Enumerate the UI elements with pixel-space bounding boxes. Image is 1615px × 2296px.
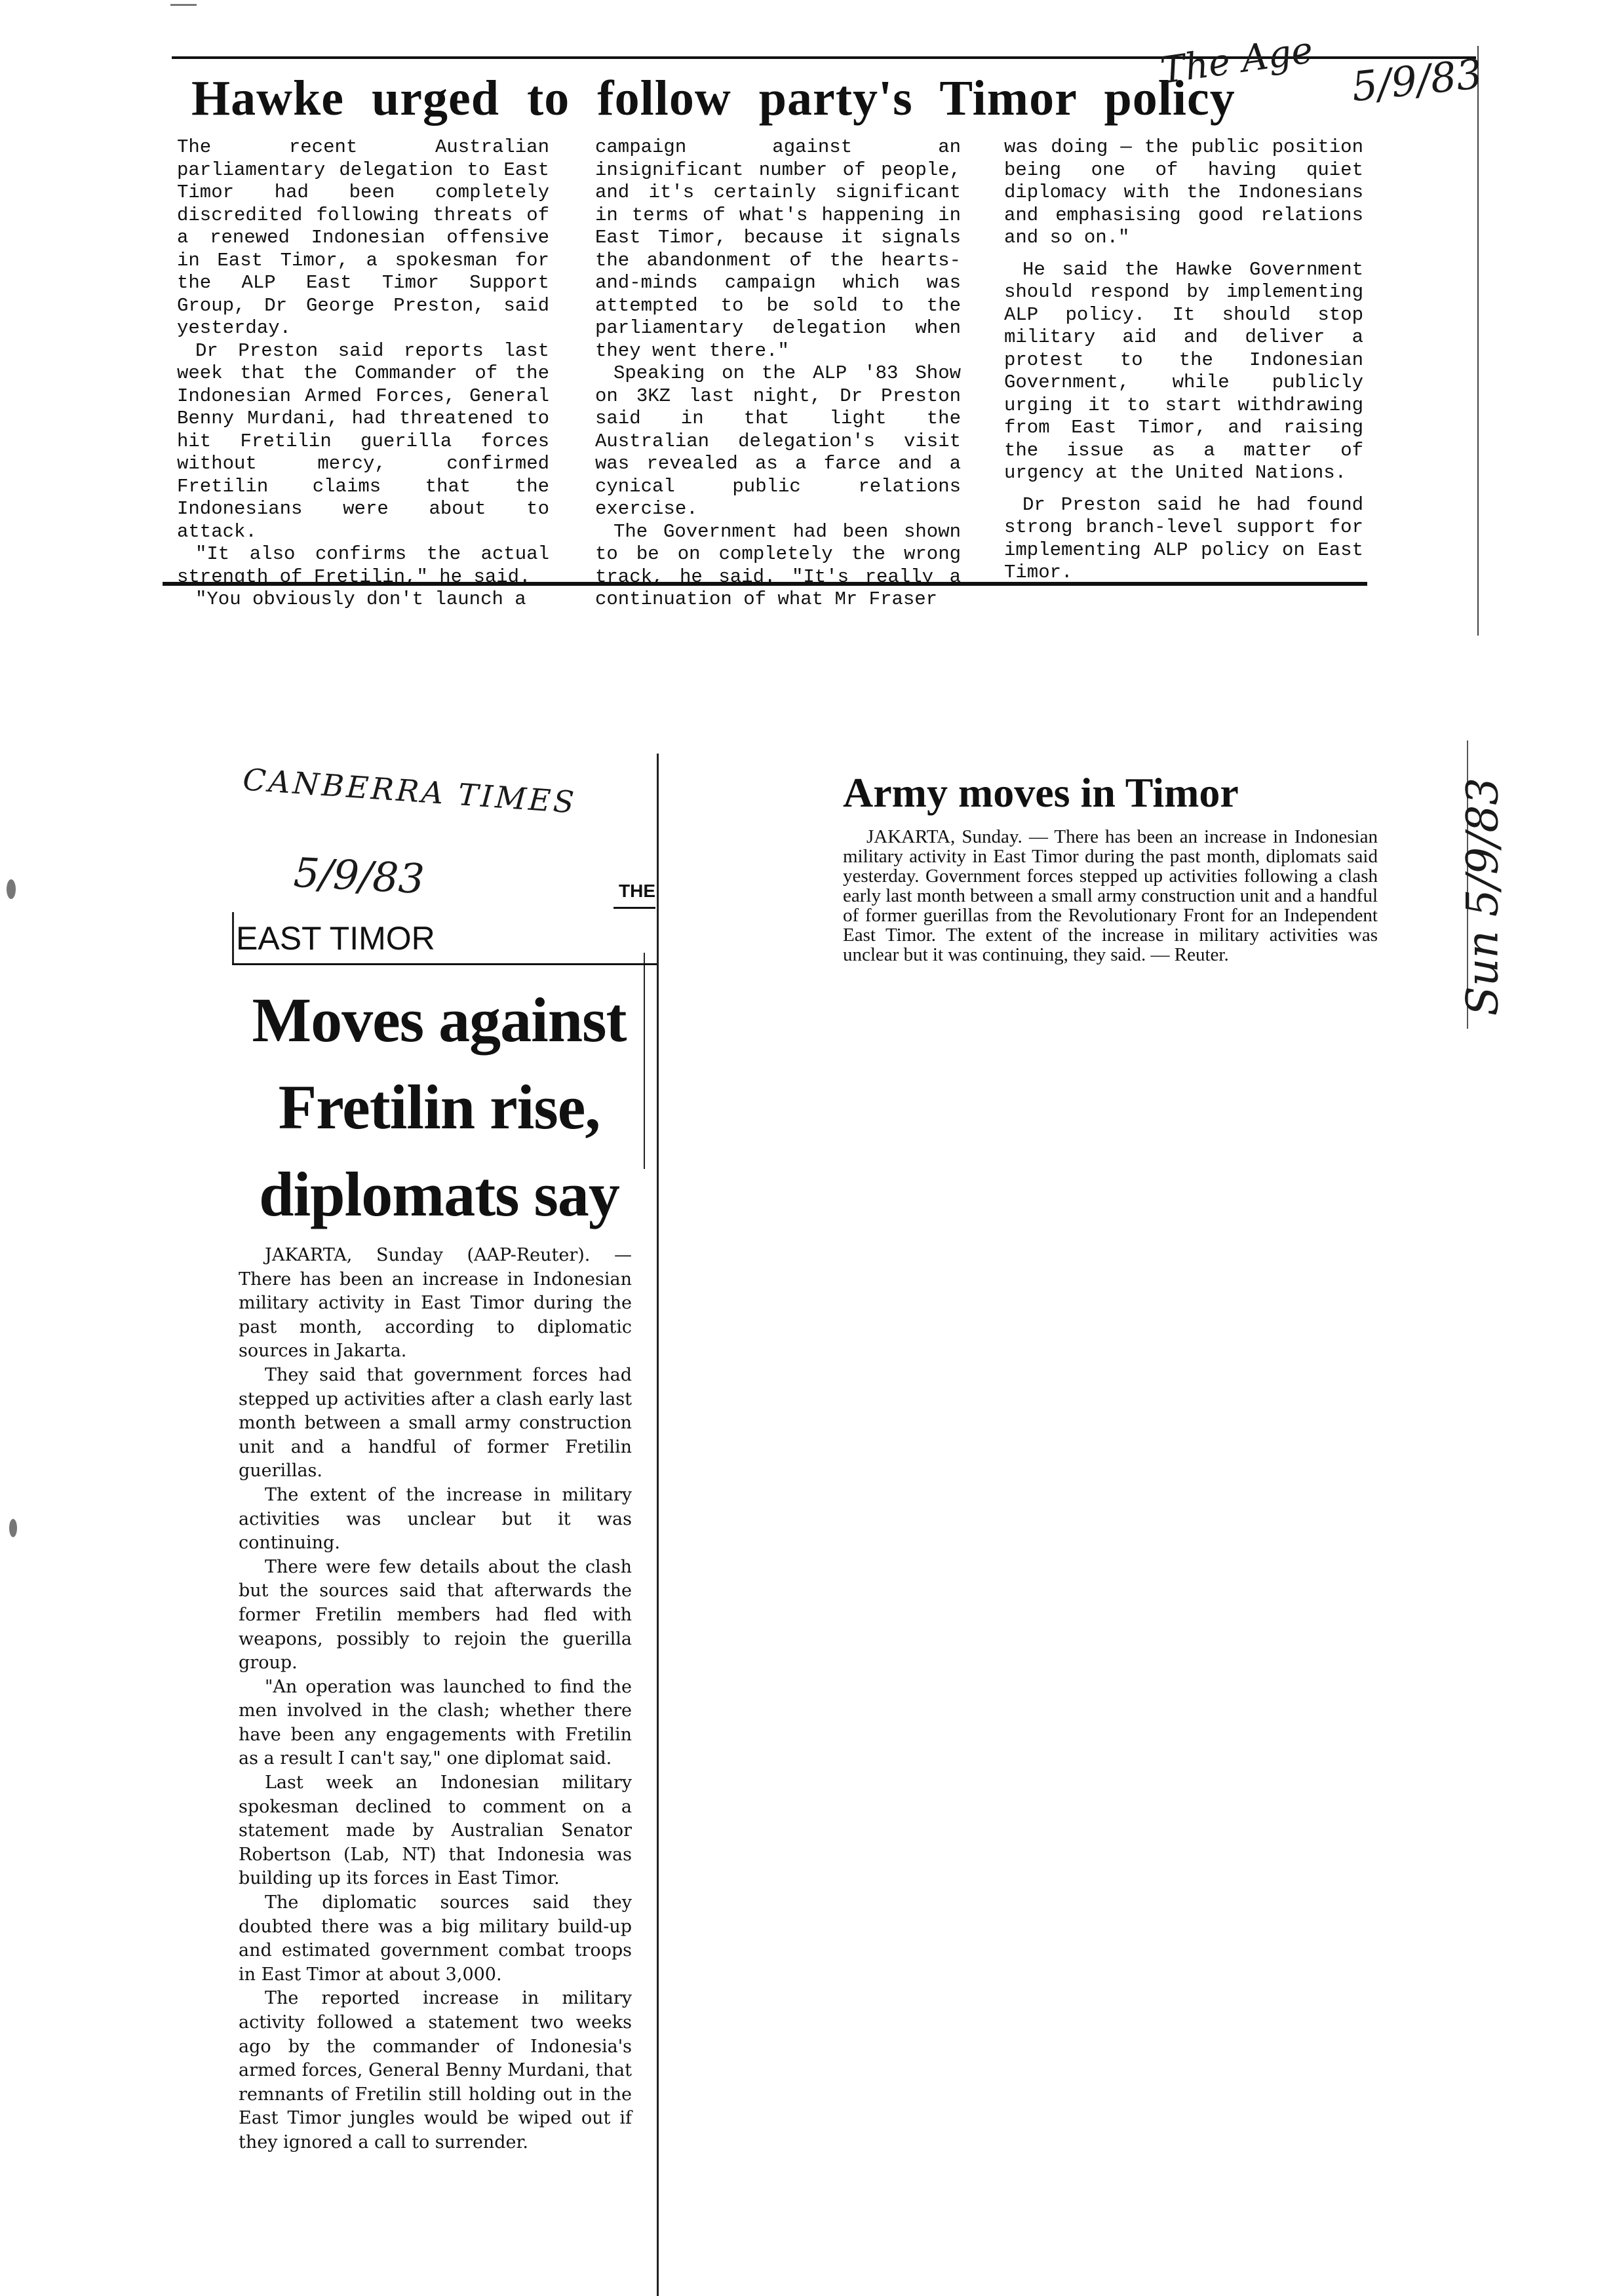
article-paragraph: JAKARTA, Sunday. — There has been an increase in Indonesian military activity in East Timor during the past month, diplomats said yesterday. Government forces stepped up activities following a clash early last month between a small army construction unit and a handful of former guerillas from the Revolutionary Front for an Independent East Timor. The extent of the increase in military activities was unclear but it was continuing, they said. — Reuter.	[843, 826, 1378, 965]
headline-line: Fretilin rise,	[278, 1072, 600, 1142]
article-paragraph: They said that government forces had stepped up activities after a clash early last month between a small army construction unit and a handful of former Fretilin guerillas.	[239, 1364, 632, 1482]
article-paragraph: JAKARTA, Sunday (AAP-Reuter). — There has been an increase in Indonesian military activity in East Timor during the past month, according to diplomatic sources in Jakarta.	[239, 1245, 632, 1362]
section-label: EAST TIMOR	[236, 920, 435, 957]
article-paragraph: Dr Preston said reports last week that the Commander of the Indonesian Armed Forces, General Benny Murdani, had threatened to hit Fretilin guerilla forces without mercy, confirmed Fretilin claims that the Indonesians were about to attack.	[177, 339, 549, 543]
article-paragraph: The reported increase in military activity followed a statement two weeks ago by the commander of Indonesia's armed forces, General Benny Murdani, that remnants of Fretilin still holding out in the East Timor jungles would be wiped out if they ignored a call to surrender.	[239, 1988, 632, 2152]
article-paragraph: Speaking on the ALP '83 Show on 3KZ last night, Dr Preston said in that light the Australian delegation's visit was revealed as a farce and a cynical public relations exercise.	[595, 362, 961, 520]
section-border	[232, 912, 234, 963]
hawke-headline: Hawke urged to follow party's Timor policy	[191, 71, 1236, 126]
article-paragraph: was doing — the public position being one of having quiet diplomacy with the Indonesians and emphasising good relations and so on."	[1004, 136, 1363, 248]
scan-speck	[170, 4, 197, 6]
article-paragraph: The Government had been shown to be on completely the wrong track, he said. "It's really a continuation of what Mr Fraser	[595, 520, 961, 610]
article-paragraph: campaign against an insignificant number of people, and it's certainly significant in terms of what's happening in East Timor, because it signals the abandonment of the hearts-and-minds campaign which was attempted to be sold to the parliamentary delegation when they went there."	[595, 136, 961, 362]
article-paragraph: The recent Australian parliamentary delegation to East Timor had been completely discredited following threats of a renewed Indonesian offensive in East Timor, a spokesman for the ALP East Timor Support Group, Dr George Preston, said yesterday.	[177, 136, 549, 339]
clipping-edge	[1477, 46, 1479, 636]
handwritten-source: CANBERRA TIMES	[241, 761, 578, 820]
hawke-column-2	[595, 136, 961, 610]
handwritten-date: 5/9/83	[1349, 49, 1485, 111]
article-paragraph: "It also confirms the actual strength of Fretilin," he said.	[177, 543, 549, 588]
scan-speck	[7, 879, 16, 899]
headline-border	[644, 953, 645, 1169]
army-headline: Army moves in Timor	[843, 769, 1239, 816]
section-rule	[232, 963, 657, 965]
column-border-right	[657, 754, 659, 2296]
handwritten-date: 5/9/83	[1457, 777, 1508, 917]
canberra-body	[239, 1244, 632, 2272]
headline-line: Moves against	[252, 985, 627, 1055]
article-paragraph: The diplomatic sources said they doubted there was a big military build-up and estimated government combat troops in East Timor at about 3,000.	[239, 1892, 632, 1985]
article-paragraph: "An operation was launched to find the men involved in the clash; whether there have been any engagements with Fretilin as a result I can't say," one diplomat said.	[239, 1676, 632, 1769]
headline-line: diplomats say	[259, 1159, 619, 1229]
article-paragraph: Dr Preston said he had found strong branch-level support for implementing ALP policy on East Timor.	[1004, 493, 1363, 583]
army-body	[843, 827, 1378, 1050]
hawke-column-1	[177, 136, 549, 610]
handwritten-source-text: Sun	[1457, 930, 1508, 1016]
article-paragraph: He said the Hawke Government should respond by implementing ALP policy. It should stop military aid and deliver a protest to the Indonesian Government, while publicly urging it to start withdrawing from East Timor, and raising the issue as a matter of urgency at the United Nations.	[1004, 258, 1363, 484]
article-paragraph: "You obviously don't launch a	[195, 588, 526, 610]
masthead-fragment: THE	[619, 881, 655, 901]
article-paragraph: The extent of the increase in military activities was unclear but it was continuing.	[239, 1484, 632, 1554]
canberra-headline	[243, 976, 636, 1238]
article-paragraph: Last week an Indonesian military spokesman declined to comment on a statement made by Australian Senator Robertson (Lab, NT) that Indonesia was building up its forces in East Timor.	[239, 1772, 632, 1889]
handwritten-date: 5/9/83	[292, 848, 426, 904]
handwritten-source: The Age	[1158, 29, 1316, 92]
masthead-rule	[613, 907, 655, 909]
handwritten-source	[1457, 778, 1508, 1016]
article-paragraph: There were few details about the clash but the sources said that afterwards the former Fretilin members had fled with weapons, possibly to rejoin the guerilla group.	[239, 1556, 632, 1674]
hawke-column-3	[1004, 136, 1363, 583]
scan-speck	[9, 1519, 17, 1537]
